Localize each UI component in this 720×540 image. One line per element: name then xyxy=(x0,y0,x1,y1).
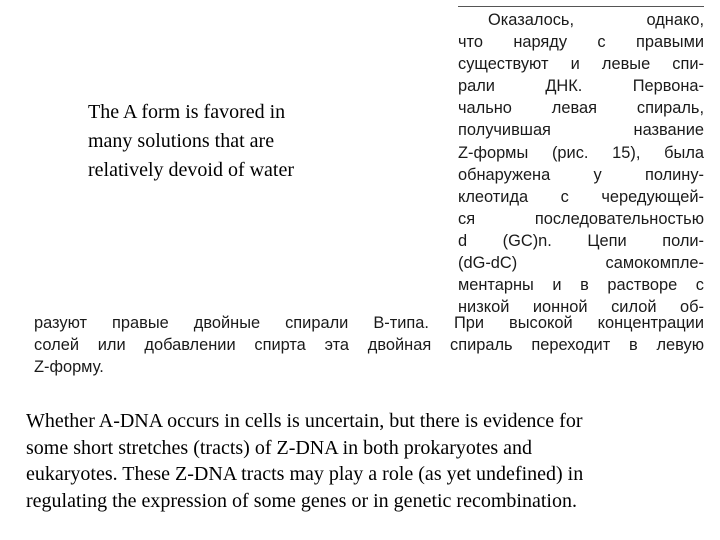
scan-line: чально левая спираль, xyxy=(458,99,704,118)
z-dna-caption xyxy=(26,408,706,514)
scan-line: Оказалось, однако, xyxy=(488,11,704,29)
scan-line: клеотида с чередующей- xyxy=(458,187,704,206)
note-line: The A form is favored in xyxy=(88,101,286,123)
scan-line: ся последовательностью xyxy=(458,209,704,228)
scan-line: Z-формы (рис. 15), была xyxy=(458,143,704,162)
scan-line: (dG-dC) самокомпле- xyxy=(458,254,704,273)
caption-line: Whether A-DNA occurs in cells is uncertain, but there is evidence for xyxy=(26,410,583,432)
note-line: many solutions that are xyxy=(88,130,275,152)
scan-line: d (GC)n. Цепи поли- xyxy=(458,231,704,250)
scan-line: Z-форму. xyxy=(34,358,104,377)
scan-line: разуют правые двойные спирали В-типа. При высокой концентрации xyxy=(34,314,704,332)
a-form-note xyxy=(88,98,358,185)
caption-line: regulating the expression of some genes or in genetic recombination. xyxy=(26,489,577,512)
scanned-russian-text-full xyxy=(34,312,704,378)
scanned-russian-text-column xyxy=(458,6,704,318)
scan-line: что наряду с правыми xyxy=(458,33,704,52)
caption-line: eukaryotes. These Z-DNA tracts may play a role (as yet undefined) in xyxy=(26,463,584,485)
scan-line: существуют и левые спи- xyxy=(458,55,704,74)
caption-line: some short stretches (tracts) of Z-DNA in both prokaryotes and xyxy=(26,436,532,459)
scan-line: рали ДНК. Первона- xyxy=(458,77,704,96)
scan-line: солей или добавлении спирта эта двойная спираль переходит в левую xyxy=(34,336,704,355)
scan-line: получившая название xyxy=(458,121,704,140)
note-line: relatively devoid of water xyxy=(88,159,295,181)
scan-line: ментарны и в растворе с xyxy=(458,276,704,295)
scan-line: обнаружена у полину- xyxy=(458,165,704,184)
scan-line: низкой ионной силой об- xyxy=(458,298,704,317)
